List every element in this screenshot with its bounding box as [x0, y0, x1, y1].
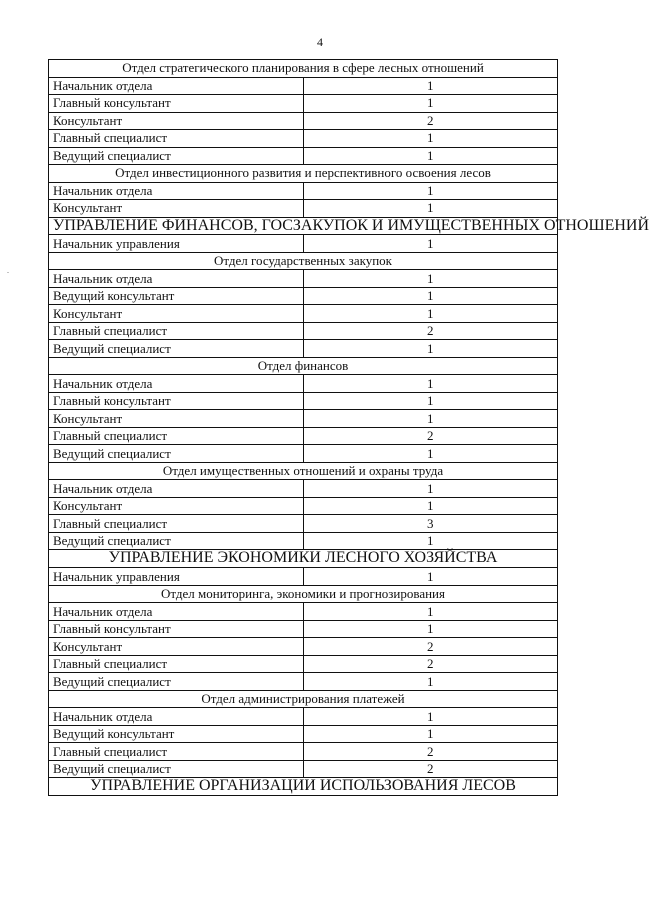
table-row	[49, 620, 558, 638]
count-cell: 2	[303, 760, 558, 778]
position-cell: Ведущий специалист	[49, 445, 304, 463]
position-cell: Консультант	[49, 497, 304, 515]
count-cell: 1	[303, 235, 558, 253]
table-row	[49, 673, 558, 691]
count-cell: 1	[303, 270, 558, 288]
section-header-row	[49, 165, 558, 183]
table-row	[49, 760, 558, 778]
count-cell: 1	[303, 375, 558, 393]
position-cell: Консультант	[49, 200, 304, 218]
count-cell: 1	[303, 95, 558, 113]
section-header-row	[49, 252, 558, 270]
section-title: Отдел финансов	[49, 357, 558, 375]
count-cell: 2	[303, 638, 558, 656]
table-row	[49, 603, 558, 621]
count-cell: 3	[303, 515, 558, 533]
count-cell: 1	[303, 673, 558, 691]
position-cell: Начальник отдела	[49, 480, 304, 498]
position-cell: Главный специалист	[49, 427, 304, 445]
position-cell: Главный консультант	[49, 392, 304, 410]
count-cell: 2	[303, 655, 558, 673]
table-row	[49, 427, 558, 445]
table-row	[49, 392, 558, 410]
position-cell: Ведущий консультант	[49, 287, 304, 305]
position-cell: Ведущий специалист	[49, 760, 304, 778]
position-cell: Главный консультант	[49, 95, 304, 113]
count-cell: 1	[303, 480, 558, 498]
section-header-row	[49, 585, 558, 603]
position-cell: Главный специалист	[49, 515, 304, 533]
table-row	[49, 235, 558, 253]
count-cell: 1	[303, 532, 558, 550]
count-cell: 1	[303, 620, 558, 638]
position-cell: Консультант	[49, 638, 304, 656]
table-row	[49, 182, 558, 200]
position-cell: Начальник отдела	[49, 182, 304, 200]
table-row	[49, 200, 558, 218]
count-cell: 1	[303, 445, 558, 463]
position-cell: Консультант	[49, 112, 304, 130]
count-cell: 1	[303, 497, 558, 515]
position-cell: Ведущий специалист	[49, 673, 304, 691]
position-cell: Начальник отдела	[49, 270, 304, 288]
department-header-row	[49, 778, 558, 796]
table-row	[49, 515, 558, 533]
table-row	[49, 270, 558, 288]
table-row	[49, 95, 558, 113]
table-row	[49, 340, 558, 358]
section-header-row	[49, 462, 558, 480]
table-row	[49, 497, 558, 515]
position-cell: Консультант	[49, 410, 304, 428]
table-row	[49, 655, 558, 673]
position-cell: Главный консультант	[49, 620, 304, 638]
count-cell: 2	[303, 743, 558, 761]
department-title: УПРАВЛЕНИЕ ФИНАНСОВ, ГОСЗАКУПОК И ИМУЩЕСТВЕННЫХ ОТНОШЕНИЙ	[49, 217, 558, 235]
department-title: УПРАВЛЕНИЕ ЭКОНОМИКИ ЛЕСНОГО ХОЗЯЙСТВА	[49, 550, 558, 568]
section-title: Отдел стратегического планирования в сфере лесных отношений	[49, 60, 558, 78]
count-cell: 2	[303, 322, 558, 340]
table-row	[49, 287, 558, 305]
position-cell: Главный специалист	[49, 130, 304, 148]
staffing-table-body	[49, 60, 649, 796]
count-cell: 1	[303, 182, 558, 200]
position-cell: Начальник отдела	[49, 708, 304, 726]
count-cell: 1	[303, 568, 558, 586]
position-cell: Начальник управления	[49, 235, 304, 253]
position-cell: Ведущий специалист	[49, 147, 304, 165]
table-row	[49, 305, 558, 323]
count-cell: 1	[303, 147, 558, 165]
table-row	[49, 708, 558, 726]
table-row	[49, 112, 558, 130]
table-row	[49, 568, 558, 586]
table-row	[49, 410, 558, 428]
count-cell: 1	[303, 603, 558, 621]
section-title: Отдел мониторинга, экономики и прогнозирования	[49, 585, 558, 603]
department-header-row	[49, 550, 558, 568]
count-cell: 1	[303, 287, 558, 305]
position-cell: Главный специалист	[49, 743, 304, 761]
section-title: Отдел имущественных отношений и охраны труда	[49, 462, 558, 480]
count-cell: 1	[303, 708, 558, 726]
count-cell: 1	[303, 392, 558, 410]
count-cell: 1	[303, 200, 558, 218]
stray-mark: .	[7, 266, 9, 275]
table-row	[49, 322, 558, 340]
table-row	[49, 743, 558, 761]
section-title: Отдел государственных закупок	[49, 252, 558, 270]
section-title: Отдел администрирования платежей	[49, 690, 558, 708]
position-cell: Начальник отдела	[49, 77, 304, 95]
table-row	[49, 532, 558, 550]
count-cell: 1	[303, 77, 558, 95]
department-header-row	[49, 217, 558, 235]
position-cell: Консультант	[49, 305, 304, 323]
position-cell: Ведущий специалист	[49, 340, 304, 358]
count-cell: 1	[303, 340, 558, 358]
table-row	[49, 638, 558, 656]
count-cell: 1	[303, 410, 558, 428]
section-header-row	[49, 690, 558, 708]
position-cell: Начальник отдела	[49, 375, 304, 393]
table-row	[49, 375, 558, 393]
table-row	[49, 480, 558, 498]
table-row	[49, 725, 558, 743]
position-cell: Главный специалист	[49, 655, 304, 673]
table-row	[49, 77, 558, 95]
position-cell: Главный специалист	[49, 322, 304, 340]
table-row	[49, 445, 558, 463]
position-cell: Начальник управления	[49, 568, 304, 586]
count-cell: 1	[303, 725, 558, 743]
staffing-table	[48, 59, 649, 796]
position-cell: Ведущий консультант	[49, 725, 304, 743]
section-header-row	[49, 60, 558, 78]
position-cell: Начальник отдела	[49, 603, 304, 621]
page-number: 4	[317, 35, 323, 49]
position-cell: Ведущий специалист	[49, 532, 304, 550]
count-cell: 2	[303, 427, 558, 445]
count-cell: 2	[303, 112, 558, 130]
section-header-row	[49, 357, 558, 375]
department-title: УПРАВЛЕНИЕ ОРГАНИЗАЦИИ ИСПОЛЬЗОВАНИЯ ЛЕСОВ	[49, 778, 558, 796]
table-row	[49, 130, 558, 148]
section-title: Отдел инвестиционного развития и перспективного освоения лесов	[49, 165, 558, 183]
table-row	[49, 147, 558, 165]
count-cell: 1	[303, 130, 558, 148]
count-cell: 1	[303, 305, 558, 323]
